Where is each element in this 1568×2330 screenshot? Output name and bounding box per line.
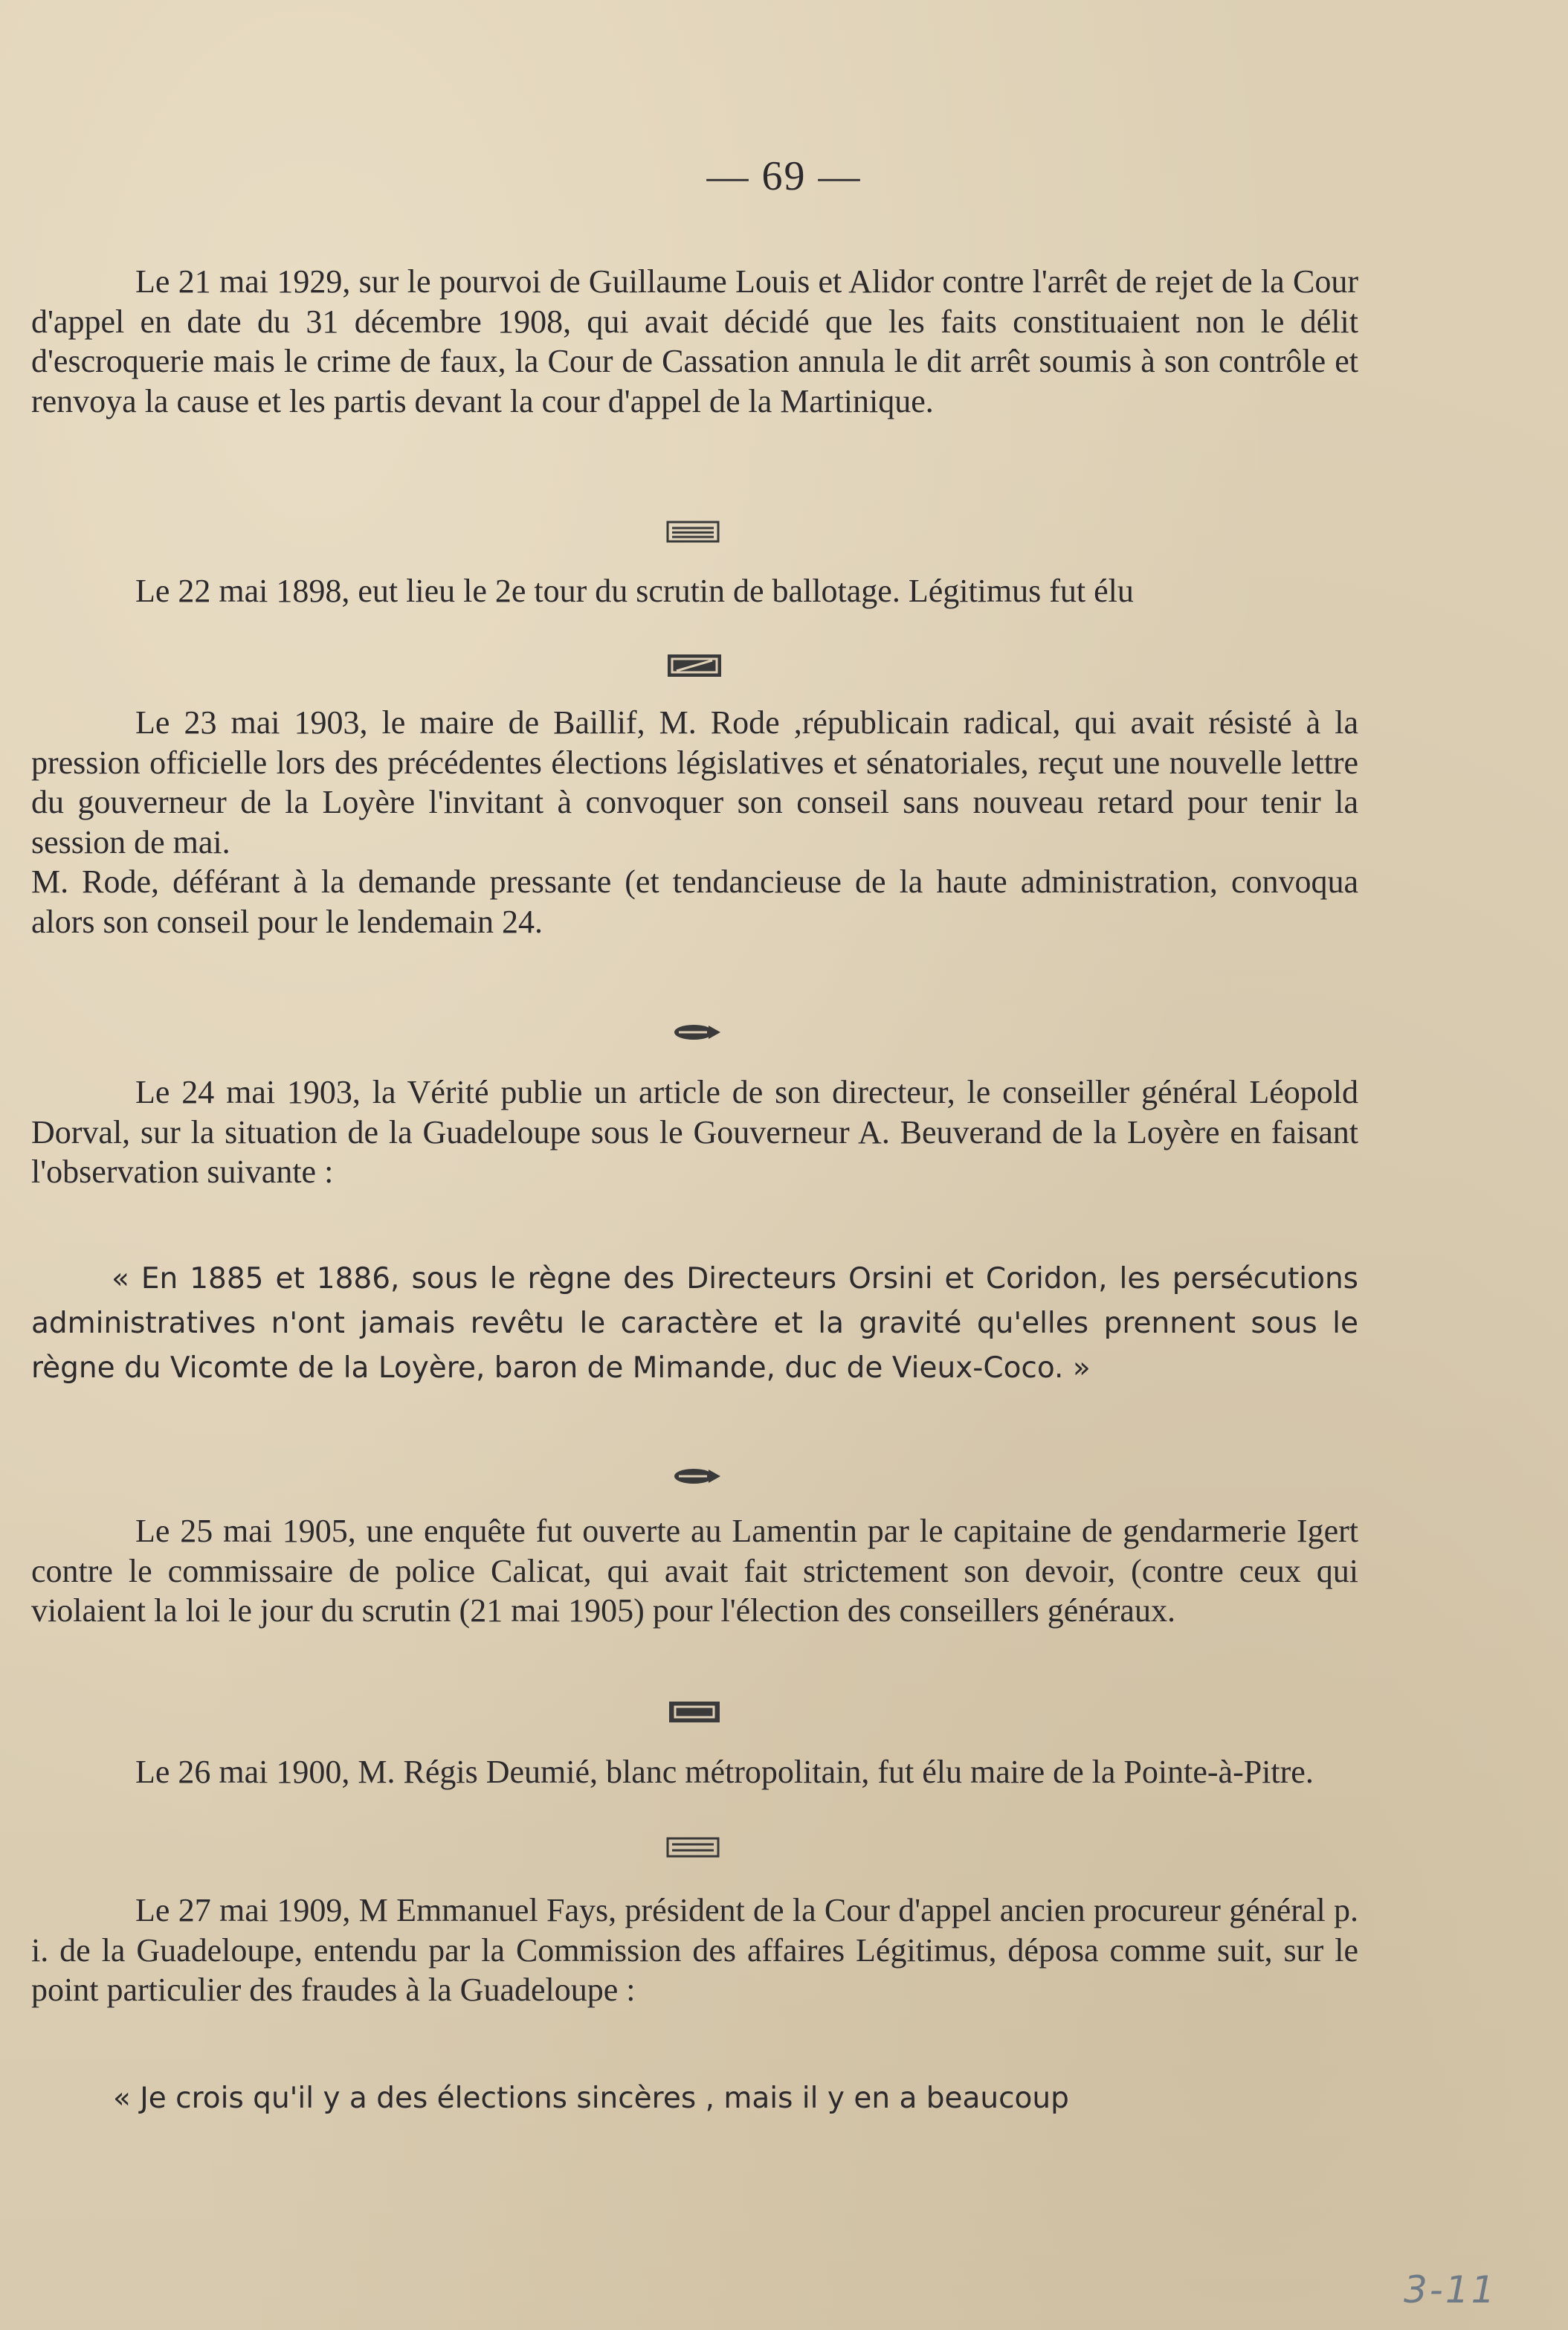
separator-ornament-icon (666, 1837, 720, 1858)
handwritten-margin-note: 3-11 (1404, 2268, 1497, 2311)
entry-26-mai: Le 26 mai 1900, M. Régis Deumié, blanc métropolitain, fut élu maire de la Pointe-à-Pitre. (135, 1754, 1314, 1790)
page-number: — 69 — (706, 153, 862, 199)
separator-ornament-icon (671, 1465, 722, 1487)
entry-24-mai: Le 24 mai 1903, la Vérité publie un article de son directeur, le conseiller général Léopold Dorval, sur la situation de la Guadeloupe sous le Gouverneur A. Beuverand de la Loyère en faisant l'observation suivante : (31, 1074, 1358, 1190)
separator-ornament-icon (671, 1021, 722, 1043)
separator-ornament-icon (666, 653, 723, 678)
quotation-fays: « Je crois qu'il y a des élections sincères , mais il y en a beaucoup (113, 2082, 1069, 2115)
entry-27-mai: Le 27 mai 1909, M Emmanuel Fays, président de la Cour d'appel ancien procureur général p. i. de la Guadeloupe, entendu par la Commission des affaires Légitimus, déposa comme suit, sur le point particulier des fraudes à la Guadeloupe : (31, 1892, 1358, 2008)
entry-21-mai: Le 21 mai 1929, sur le pourvoi de Guillaume Louis et Alidor contre l'arrêt de rejet de la Cour d'appel en date du 31 décembre 1908, qui avait décidé que les faits constituaient non le délit d'escroquerie mais le crime de faux, la Cour de Cassation annula le dit arrêt soumis à son contrôle et renvoya la cause et les partis devant la cour d'appel de la Martinique. (31, 263, 1358, 419)
quotation-dorval: « En 1885 et 1886, sous le règne des Directeurs Orsini et Coridon, les persécutions administratives n'ont jamais revêtu le caractère et la gravité qu'elles prennent sous le règne du Vicomte de la Loyère, baron de Mimande, duc de Vieux-Coco. » (31, 1262, 1358, 1385)
entry-22-mai: Le 22 mai 1898, eut lieu le 2e tour du scrutin de ballotage. Légitimus fut élu (135, 573, 1134, 609)
separator-ornament-icon (666, 519, 720, 544)
entry-23-mai: Le 23 mai 1903, le maire de Baillif, M. Rode ,républicain radical, qui avait résisté à la pression officielle lors des précédentes élections législatives et sénatoriales, reçut une nouvelle lettre du gouverneur de la Loyère l'invitant à convoquer son conseil sans nouveau retard pour tenir la session de mai. M. Rode, déférant à la demande pressante (et tendancieuse de la haute administration, convoqua alors son conseil pour le lendemain 24. (31, 704, 1358, 940)
entry-25-mai: Le 25 mai 1905, une enquête fut ouverte au Lamentin par le capitaine de gendarmerie Igert contre le commissaire de police Calicat, qui avait fait strictement son devoir, (contre ceux qui violaient la loi le jour du scrutin (21 mai 1905) pour l'élection des conseillers généraux. (31, 1513, 1358, 1629)
separator-ornament-icon (668, 1700, 721, 1724)
